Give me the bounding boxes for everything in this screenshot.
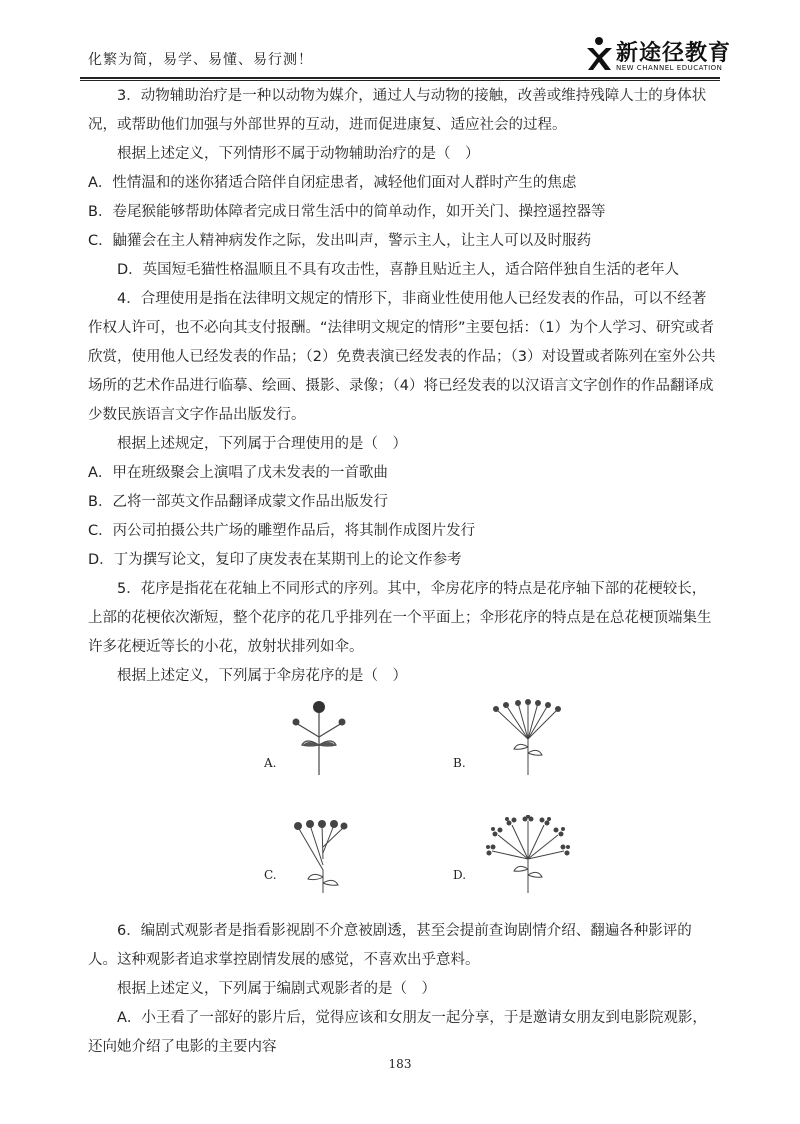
q6-stem: 6．编剧式观影者是指看影视剧不介意被剧透，甚至会提前查询剧情介绍、翻遍各种影评的人。这种观影者追求掌控剧情发展的感觉，不喜欢出乎意料。 <box>88 923 692 968</box>
figure-c-flower <box>288 815 358 895</box>
q4-question: 根据上述规定，下列属于合理使用的是（ ） <box>117 436 407 452</box>
figure-d-flower <box>480 815 576 895</box>
q3-option-d: D．英国短毛猫性格温顺且不具有攻击性，喜静且贴近主人，适合陪伴独自生活的老年人 <box>117 262 680 278</box>
q5-stem: 5．花序是指花在花轴上不同形式的序列。其中，伞房花序的特点是花序轴下部的花梗较长，上部的花梗依次渐短，整个花序的花几乎排列在一个平面上；伞形花序的特点是在总花梗顶端集生许多花梗近等长的小花，放射状排列如伞。 <box>88 581 712 655</box>
header-rule-thin <box>80 80 720 81</box>
q6-question: 根据上述定义，下列属于编剧式观影者的是（ ） <box>117 981 436 997</box>
figure-b-flower <box>488 697 568 777</box>
brand-logo <box>584 38 734 78</box>
figure-label-a: A. <box>264 756 277 770</box>
q4-option-d: D．丁为撰写论文，复印了庚发表在某期刊上的论文作参考 <box>88 552 462 568</box>
q4-option-c: C．丙公司拍摄公共广场的雕塑作品后，将其制作成图片发行 <box>88 523 476 539</box>
header-rule <box>80 77 720 79</box>
q4-option-b: B．乙将一部英文作品翻译成蒙文作品出版发行 <box>88 494 388 510</box>
page-number: 183 <box>388 1057 412 1071</box>
q3-option-b: B．卷尾猴能够帮助体障者完成日常生活中的简单动作，如开关门、操控遥控器等 <box>88 204 606 220</box>
q3-stem: 3．动物辅助治疗是一种以动物为媒介，通过人与动物的接触，改善或维持残障人士的身体状况，或帮助他们加强与外部世界的互动，进而促进康复、适应社会的过程。 <box>88 88 707 133</box>
q3-question: 根据上述定义，下列情形不属于动物辅助治疗的是（ ） <box>117 146 480 162</box>
figure-a-flower <box>284 697 354 777</box>
q4-stem: 4．合理使用是指在法律明文规定的情形下，非商业性使用他人已经发表的作品，可以不经著作权人许可，也不必向其支付报酬。“法律明文规定的情形”主要包括：（1）为个人学习、研究或者欣赏，使用他人已经发表的作品；（2）免费表演已经发表的作品；（3）对设置或者陈列在室外公共场所的艺术作品进行临摹、绘画、摄影、录像；（4）将已经发表的以汉语言文字创作的作品翻译成少数民族语言文字作品出版发行。 <box>88 291 716 423</box>
page-content <box>88 82 720 1062</box>
q4-option-a: A．甲在班级聚会上演唱了戊未发表的一首歌曲 <box>88 465 388 481</box>
figure-label-c: C. <box>264 868 277 882</box>
figure-label-d: D. <box>453 868 467 882</box>
q6-option-a: A．小王看了一部好的影片后，觉得应该和女朋友一起分享，于是邀请女朋友到电影院观影，还向她介绍了电影的主要内容 <box>88 1010 707 1055</box>
figure-label-b: B. <box>453 756 466 770</box>
q5-question: 根据上述定义，下列属于伞房花序的是（ ） <box>117 668 407 684</box>
logo-mark-icon <box>584 36 614 72</box>
logo-text-cn: 新途径教育 <box>616 41 732 66</box>
q3-option-c: C．鼬獾会在主人精神病发作之际，发出叫声，警示主人，让主人可以及时服药 <box>88 233 592 249</box>
page-header <box>0 0 800 80</box>
inflorescence-figures <box>88 691 720 917</box>
q3-option-a: A．性情温和的迷你猪适合陪伴自闭症患者，减轻他们面对人群时产生的焦虑 <box>88 175 577 191</box>
logo-text-en: NEW CHANNEL EDUCATION <box>616 64 723 72</box>
header-slogan: 化繁为简，易学、易懂、易行测！ <box>88 52 313 68</box>
